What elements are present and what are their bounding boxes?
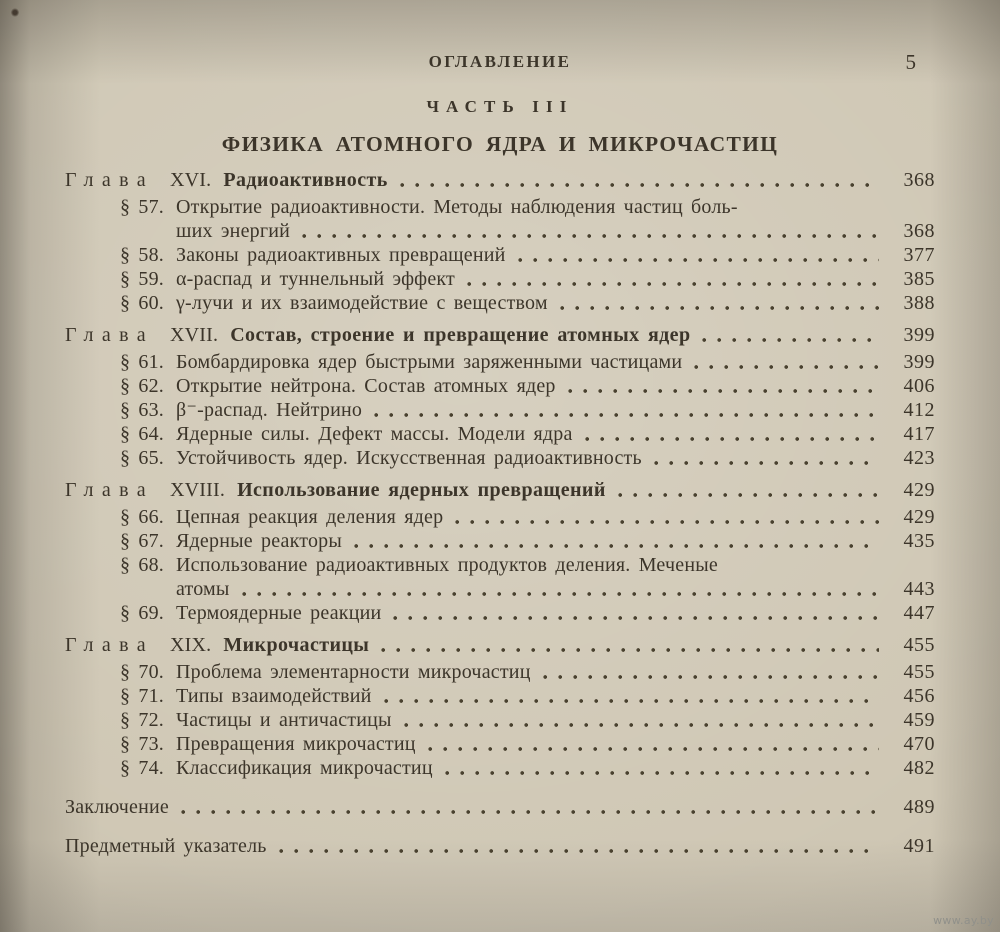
entry-title: Устойчивость ядер. Искусственная радиоактивность [176,447,642,469]
dot-leader [654,460,879,466]
dot-leader [694,364,879,370]
dot-leader [393,615,879,621]
dot-leader [374,412,879,418]
entry-page: 470 [903,733,935,755]
toc-entry-line [65,323,935,347]
toc-entry [65,553,935,601]
toc-entry-line [65,601,935,625]
part-label: ЧАСТЬ III [426,97,574,116]
toc-entry-line [65,478,935,502]
toc-entry-line [65,834,935,858]
entry-page: 429 [903,506,935,528]
entry-title: Заключение [65,796,169,818]
toc-list [65,168,935,858]
entry-page: 377 [903,244,935,266]
dot-leader [381,647,879,653]
toc-entry-line [65,195,935,219]
entry-chapter-numeral: XVI. [169,169,212,191]
toc-entry-line [65,168,935,192]
toc-entry [65,323,935,347]
toc-entry-line [65,505,935,529]
entry-page: 385 [903,268,935,290]
entry-page: 456 [903,685,935,707]
entry-title: Ядерные реакторы [176,530,342,552]
entry-label: § 58. [120,244,164,266]
entry-chapter-numeral: XVII. [169,324,219,346]
entry-page: 423 [903,447,935,469]
entry-label: § 57. [120,196,164,218]
toc-entry [65,834,935,858]
dot-leader [702,337,879,343]
toc-header-title: ОГЛАВЛЕНИЕ [428,52,572,71]
entry-label: § 68. [120,554,164,576]
dot-leader [400,182,879,188]
toc-entry [65,505,935,529]
toc-entry-line [65,422,935,446]
entry-page: 399 [903,351,935,373]
entry-title: γ-лучи и их взаимодействие с веществом [176,292,548,314]
entry-page: 491 [903,835,935,857]
entry-title: Частицы и античастицы [176,709,392,731]
toc-entry [65,350,935,374]
entry-page: 412 [903,399,935,421]
entry-title: Использование радиоактивных продуктов деления. Меченые [176,554,718,576]
entry-page: 417 [903,423,935,445]
toc-entry [65,422,935,446]
entry-chapter-numeral: XIX. [169,634,212,656]
toc-entry [65,374,935,398]
entry-page: 429 [903,479,935,501]
entry-title-continuation: атомы [176,578,230,600]
dot-leader [354,543,879,549]
entry-label: § 61. [120,351,164,373]
entry-label: § 70. [120,661,164,683]
dot-leader [404,722,879,728]
entry-title: Бомбардировка ядер быстрыми заряженными частицами [176,351,683,373]
entry-title: Термоядерные реакции [176,602,382,624]
dot-leader [242,591,879,597]
toc-entry [65,633,935,657]
toc-entry-line [65,374,935,398]
toc-entry-line [65,732,935,756]
entry-page: 368 [903,220,935,242]
entry-label: § 59. [120,268,164,290]
entry-title: Проблема элементарности микрочастиц [176,661,531,683]
toc-entry [65,660,935,684]
toc-entry-line [65,243,935,267]
dot-leader [279,848,879,854]
entry-page: 368 [903,169,935,191]
entry-title: Предметный указатель [65,835,267,857]
toc-entry-line [65,684,935,708]
dot-leader [455,519,879,525]
entry-title: Законы радиоактивных превращений [176,244,506,266]
toc-entry-line [65,529,935,553]
toc-entry [65,708,935,732]
dot-leader [302,233,879,239]
toc-entry [65,795,935,819]
toc-entry [65,243,935,267]
entry-page: 443 [903,578,935,600]
toc-entry [65,446,935,470]
part-title: ФИЗИКА АТОМНОГО ЯДРА И МИКРОЧАСТИЦ [221,132,779,156]
entry-page: 455 [903,661,935,683]
entry-label: § 71. [120,685,164,707]
dot-leader [560,305,879,311]
entry-page: 489 [903,796,935,818]
entry-title: Превращения микрочастиц [176,733,416,755]
toc-entry-line [65,795,935,819]
toc-entry [65,398,935,422]
toc-entry [65,684,935,708]
toc-entry [65,478,935,502]
entry-label: § 63. [120,399,164,421]
entry-label: § 62. [120,375,164,397]
entry-label: § 60. [120,292,164,314]
toc-entry-line [65,708,935,732]
entry-label: Глава [65,169,154,191]
toc-entry-line [65,350,935,374]
watermark: www.ay.by [933,914,994,927]
page-header [65,52,935,78]
entry-label: § 74. [120,757,164,779]
dot-leader [585,436,879,442]
entry-title: Микрочастицы [223,634,370,656]
toc-entry-line [65,291,935,315]
dot-leader [428,746,879,752]
entry-label: Глава [65,634,154,656]
dot-leader [181,809,879,815]
entry-title: Открытие радиоактивности. Методы наблюдения частиц боль- [176,196,738,218]
entry-title: α-распад и туннельный эффект [176,268,455,290]
entry-label: § 73. [120,733,164,755]
toc-entry [65,168,935,192]
dot-leader [543,674,879,680]
entry-label: § 65. [120,447,164,469]
entry-page: 388 [903,292,935,314]
entry-page: 447 [903,602,935,624]
dot-leader [618,492,879,498]
dot-leader [518,257,879,263]
entry-title: Типы взаимодействий [176,685,372,707]
entry-title: Радиоактивность [223,169,388,191]
toc-entry [65,601,935,625]
toc-entry [65,195,935,243]
entry-page: 406 [903,375,935,397]
dot-leader [384,698,879,704]
dot-leader [445,770,879,776]
toc-entry-line [65,267,935,291]
toc-entry [65,291,935,315]
entry-title: Открытие нейтрона. Состав атомных ядер [176,375,556,397]
entry-label: § 72. [120,709,164,731]
entry-chapter-numeral: XVIII. [169,479,226,501]
entry-title: Ядерные силы. Дефект массы. Модели ядра [176,423,573,445]
toc-entry [65,529,935,553]
entry-title: Классификация микрочастиц [176,757,433,779]
dot-leader [568,388,879,394]
entry-title: Цепная реакция деления ядер [176,506,444,528]
toc-entry [65,267,935,291]
page-number: 5 [905,50,917,74]
entry-title: Использование ядерных превращений [237,479,606,501]
dot-leader [467,281,879,287]
entry-title-continuation: ших энергий [176,220,291,242]
entry-label: Глава [65,479,154,501]
entry-page: 399 [903,324,935,346]
toc-entry-line [65,398,935,422]
entry-label: § 69. [120,602,164,624]
entry-page: 455 [903,634,935,656]
toc-entry-line [65,553,935,577]
toc-entry-line [65,756,935,780]
toc-entry-line [65,660,935,684]
entry-title: Состав, строение и превращение атомных ядер [230,324,691,346]
entry-page: 435 [903,530,935,552]
entry-label: Глава [65,324,154,346]
toc-entry [65,756,935,780]
toc-entry-continuation-line [176,577,935,601]
entry-page: 482 [903,757,935,779]
entry-page: 459 [903,709,935,731]
toc-entry [65,732,935,756]
toc-entry-line [65,446,935,470]
entry-title: β⁻-распад. Нейтрино [176,399,363,421]
toc-entry-line [65,633,935,657]
entry-label: § 64. [120,423,164,445]
toc-entry-continuation-line [176,219,935,243]
entry-label: § 66. [120,506,164,528]
entry-label: § 67. [120,530,164,552]
